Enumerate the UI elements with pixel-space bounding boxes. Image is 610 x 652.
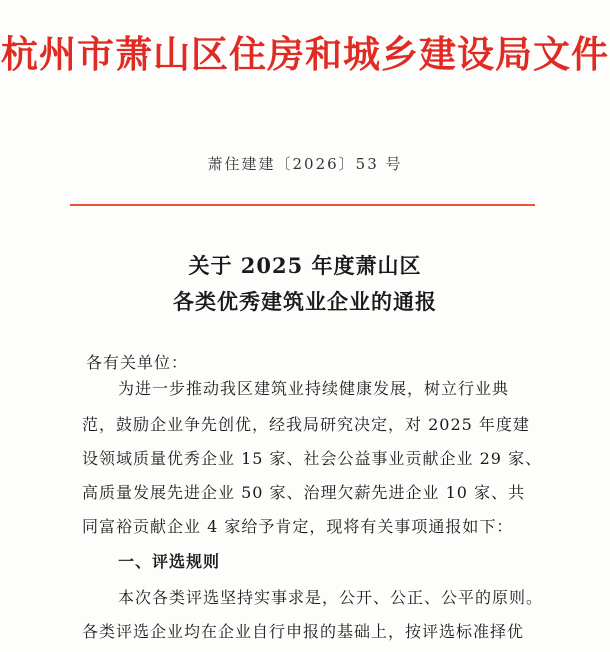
notice-title-line-2: 各类优秀建筑业企业的通报 bbox=[173, 289, 437, 314]
notice-title-line-1: 关于 2025 年度萧山区 bbox=[188, 253, 422, 278]
document-number: 萧住建建〔2026〕53 号 bbox=[207, 155, 403, 173]
paragraph-line: 同富裕贡献企业 4 家给予肯定，现将有关事项通报如下： bbox=[82, 517, 514, 536]
salutation: 各有关单位： bbox=[86, 353, 189, 372]
paragraph-line: 设领域质量优秀企业 15 家、社会公益事业贡献企业 29 家、 bbox=[82, 449, 543, 468]
paragraph-line: 各类评选企业均在企业自行申报的基础上，按评选标准择优 bbox=[82, 622, 525, 641]
issuer-header: 杭州市萧山区住房和城乡建设局文件 bbox=[1, 33, 609, 76]
paragraph-line: 为进一步推动我区建筑业持续健康发展，树立行业典 bbox=[118, 379, 510, 398]
paragraph-line: 本次各类评选坚持实事求是，公开、公正、公平的原则。 bbox=[118, 588, 544, 607]
section-heading: 一、评选规则 bbox=[118, 552, 221, 571]
paragraph-line: 范，鼓励企业争先创优，经我局研究决定，对 2025 年度建 bbox=[82, 415, 530, 434]
paragraph-line: 高质量发展先进企业 50 家、治理欠薪先进企业 10 家、共 bbox=[82, 483, 526, 502]
red-divider-line bbox=[70, 204, 535, 206]
